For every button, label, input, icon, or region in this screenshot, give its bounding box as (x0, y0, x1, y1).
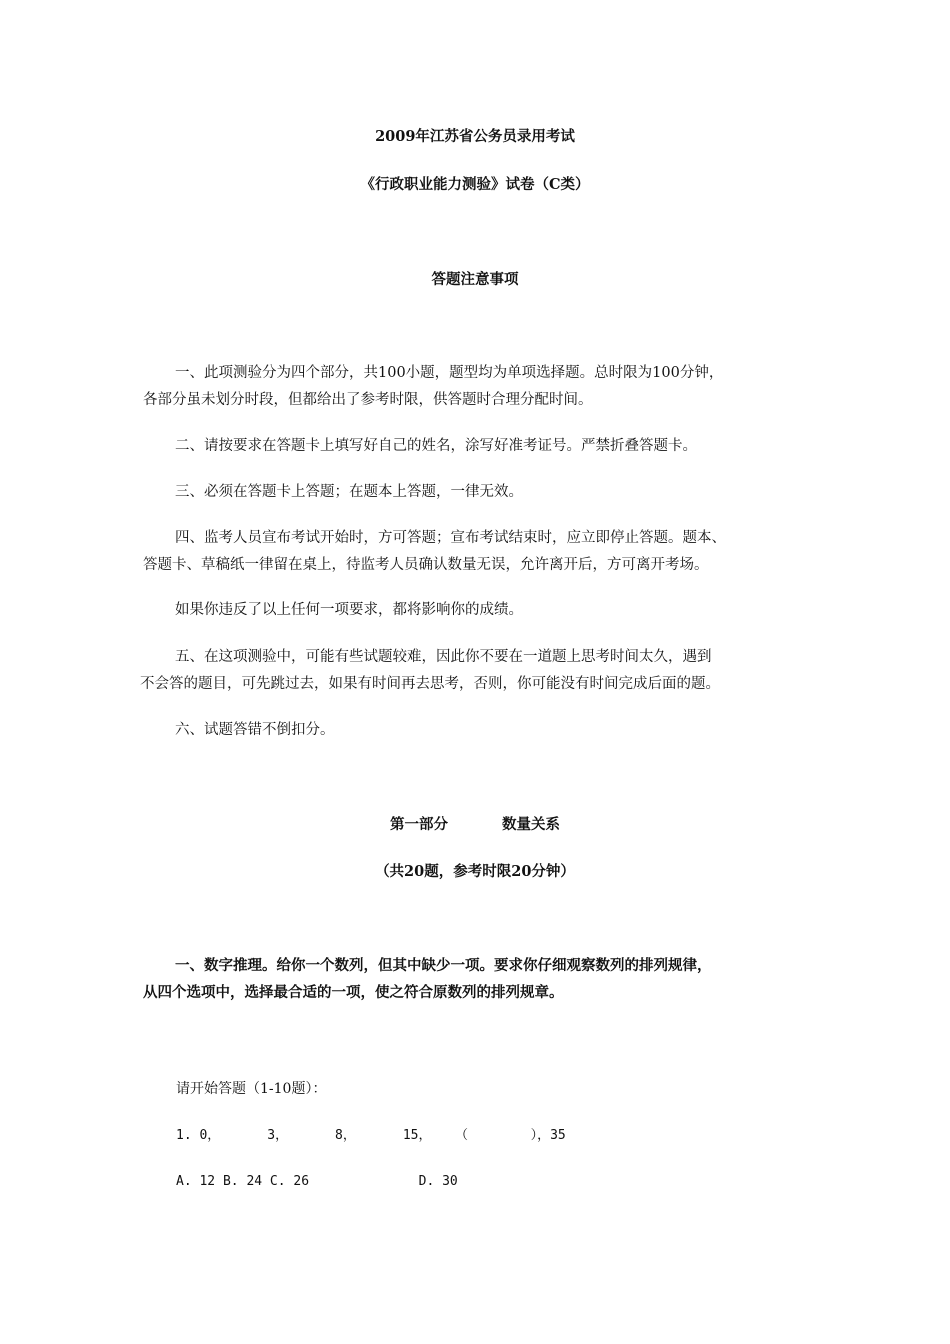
notice-5 (140, 644, 813, 698)
notice-3 (143, 479, 813, 506)
notice-2-text: 二、请按要求在答题卡上填写好自己的姓名，涂写好准考证号。严禁折叠答题卡。 (175, 438, 697, 454)
notice-4 (143, 525, 813, 579)
notice-5-line-1: 五、在这项测验中，可能有些试题较难，因此你不要在一道题上思考时间太久，遇到 (175, 649, 712, 665)
notice-1 (143, 360, 813, 414)
section-heading (0, 815, 950, 835)
question-start: 请开始答题（1-10题）： (176, 1081, 327, 1097)
question-1-options: A. 12 B. 24 C. 26 D. 30 (176, 1174, 458, 1189)
section-instructions (143, 952, 813, 1006)
instructions-line-2: 从四个选项中，选择最合适的一项，使之符合原数列的排列规章。 (143, 984, 564, 1001)
notice-6 (143, 717, 813, 744)
warning-text: 如果你违反了以上任何一项要求，都将影响你的成绩。 (175, 602, 523, 618)
section-meta: （共20题，参考时限20分钟） (375, 863, 575, 880)
notice-4-line-1: 四、监考人员宣布考试开始时，方可答题；宣布考试结束时，应立即停止答题。题本、 (175, 530, 726, 546)
notice-2 (143, 433, 813, 460)
notice-6-text: 六、试题答错不倒扣分。 (175, 722, 335, 738)
exam-subtitle: 《行政职业能力测验》试卷（C类） (360, 176, 590, 193)
notice-4-line-2: 答题卡、草稿纸一律留在桌上，待监考人员确认数量无误，允许离开后，方可离开考场。 (143, 557, 709, 573)
exam-title: 2009年江苏省公务员录用考试 (375, 128, 575, 145)
notice-heading: 答题注意事项 (431, 271, 519, 288)
question-1-stem: 1. 0， 3， 8， 15， （ ），35 (176, 1128, 566, 1143)
section-part: 第一部分 (390, 816, 448, 833)
warning-note (143, 597, 813, 624)
section-name: 数量关系 (502, 816, 560, 833)
notice-1-line-1: 一、此项测验分为四个部分，共100小题，题型均为单项选择题。总时限为100分钟， (175, 365, 724, 381)
notice-1-line-2: 各部分虽未划分时段，但都给出了参考时限，供答题时合理分配时间。 (143, 392, 593, 408)
instructions-line-1: 一、数字推理。给你一个数列，但其中缺少一项。要求你仔细观察数列的排列规律， (175, 957, 712, 974)
notice-5-line-2: 不会答的题目，可先跳过去，如果有时间再去思考，否则，你可能没有时间完成后面的题。 (140, 676, 720, 692)
notice-3-text: 三、必须在答题卡上答题；在题本上答题，一律无效。 (175, 484, 523, 500)
